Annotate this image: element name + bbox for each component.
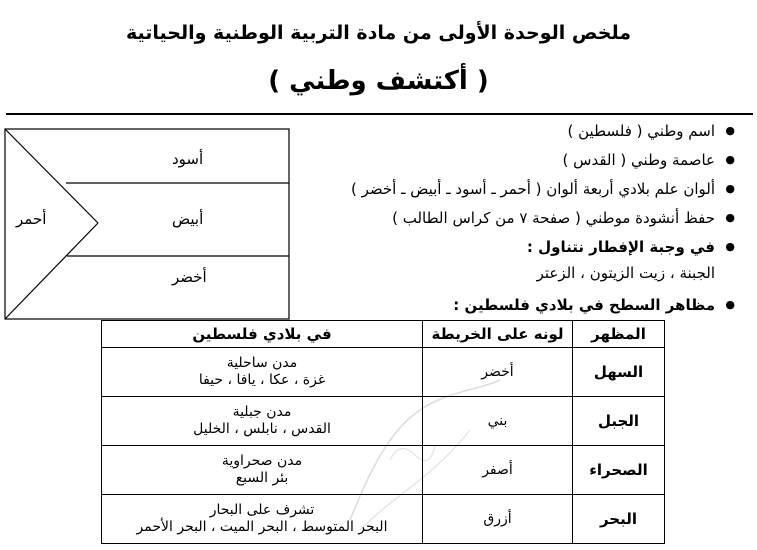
- list-item: ● اسم وطني ( فلسطين ): [255, 118, 715, 147]
- palestine-flag-diagram: [4, 128, 290, 320]
- feature-cell: السهل: [573, 348, 665, 397]
- cities-type: تشرف على البحار: [209, 502, 315, 518]
- table-row: [102, 348, 665, 397]
- page-subtitle: ( أكتشف وطني ): [268, 66, 489, 96]
- surface-heading: مظاهر السطح في بلادي فلسطين :: [453, 296, 715, 314]
- list-item: ● عاصمة وطني ( القدس ): [255, 147, 715, 176]
- breakfast-items: الجبنة ، زيت الزيتون ، الزعتر: [536, 264, 715, 282]
- breakfast-heading: في وجبة الإفطار نتناول :: [526, 238, 715, 256]
- cities-list: البحر المتوسط ، البحر الميت ، البحر الأحمر: [136, 519, 388, 535]
- cities-type: مدن جبلية: [232, 404, 292, 420]
- cities-list: بئر السبع: [235, 470, 289, 486]
- cities-cell: [102, 348, 423, 397]
- list-item-surface: [255, 292, 715, 321]
- cities-cell: [102, 495, 423, 544]
- feature-cell: البحر: [573, 495, 665, 544]
- cities-list: غزة ، عكا ، يافا ، حيفا: [198, 372, 326, 388]
- feature-cell: الجبل: [573, 397, 665, 446]
- list-item: ● ألوان علم بلادي أربعة ألوان ( أحمر ـ أسود ـ أبيض ـ أخضر ): [255, 176, 715, 205]
- table-header-row: [102, 321, 665, 348]
- page-title: ملخص الوحدة الأولى من مادة التربية الوطنية والحياتية: [125, 22, 631, 44]
- color-cell: أخضر: [423, 348, 573, 397]
- list-item: ● حفظ أنشودة موطني ( صفحة ٧ من كراس الطالب ): [255, 205, 715, 234]
- color-cell: بني: [423, 397, 573, 446]
- flag-stripe-white-label: أبيض: [172, 210, 204, 228]
- header-map-color: لونه على الخريطة: [423, 321, 573, 348]
- table-row: [102, 397, 665, 446]
- flag-stripe-green-label: أخضر: [172, 268, 207, 286]
- header-feature: المظهر: [573, 321, 665, 348]
- cities-type: مدن ساحلية: [226, 355, 298, 371]
- cities-list: القدس ، نابلس ، الخليل: [193, 421, 331, 437]
- cities-cell: [102, 446, 423, 495]
- cities-type: مدن صحراوية: [221, 453, 303, 469]
- color-cell: أصفر: [423, 446, 573, 495]
- surface-features-table: [101, 320, 665, 544]
- cities-cell: [102, 397, 423, 446]
- feature-cell: الصحراء: [573, 446, 665, 495]
- table-row: [102, 495, 665, 544]
- flag-stripe-black-label: أسود: [172, 150, 204, 168]
- divider: [6, 113, 753, 115]
- list-item-breakfast: [255, 234, 715, 292]
- color-cell: أزرق: [423, 495, 573, 544]
- table-row: [102, 446, 665, 495]
- header-in-palestine: في بلادي فلسطين: [102, 321, 423, 348]
- info-bullet-list: [255, 118, 733, 321]
- flag-triangle-red-label: أحمر: [16, 210, 47, 228]
